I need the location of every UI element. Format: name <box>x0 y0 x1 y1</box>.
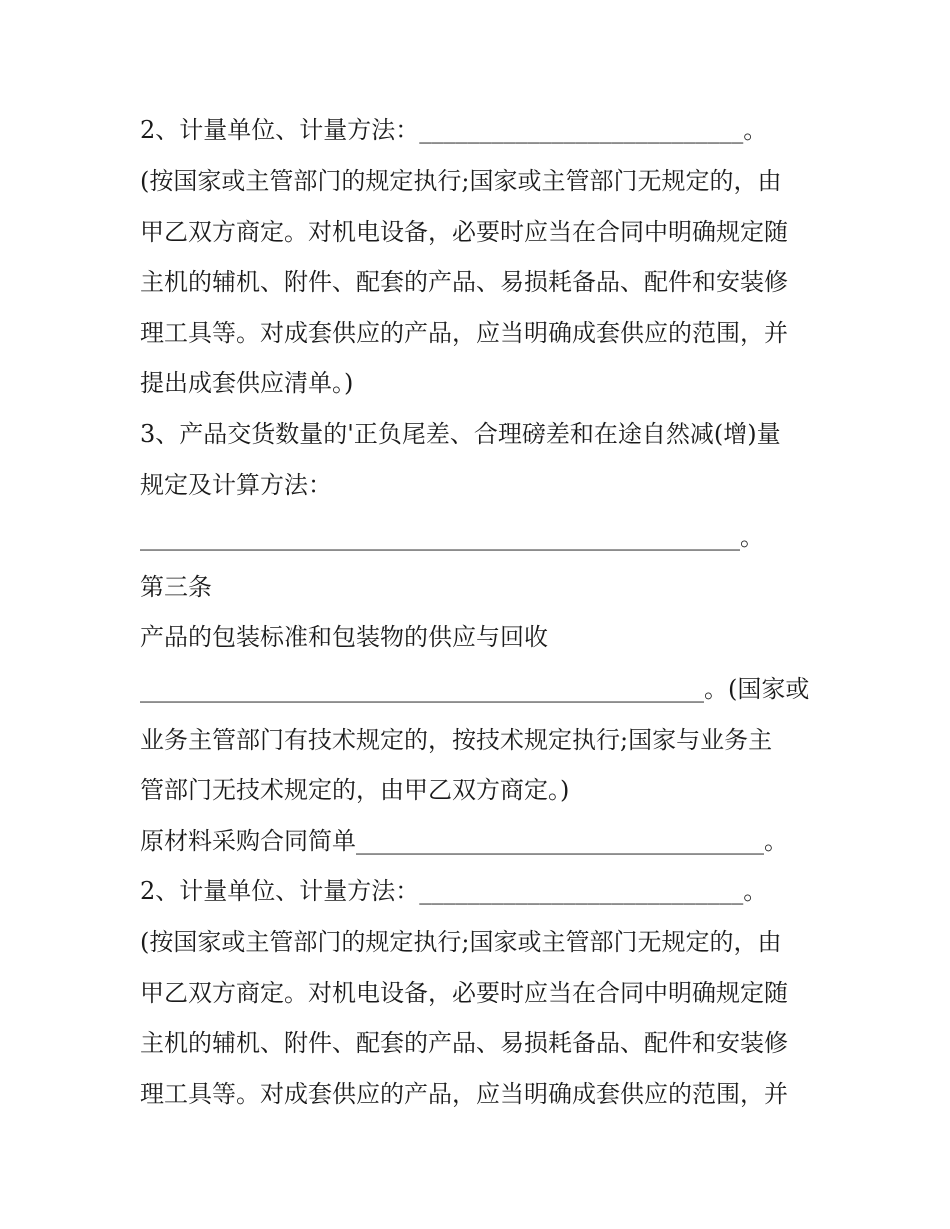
text-line: 产品的包装标准和包装物的供应与回收 <box>140 623 548 651</box>
text-line: 甲乙双方商定。对机电设备，必要时应当在合同中明确规定随 <box>140 218 788 246</box>
text-line: 2、计量单位、计量方法：___________________________。 <box>140 116 768 144</box>
text-line: 理工具等。对成套供应的产品，应当明确成套供应的范围，并 <box>140 319 788 347</box>
text-line: 甲乙双方商定。对机电设备，必要时应当在合同中明确规定随 <box>140 979 788 1007</box>
text-line: (按国家或主管部门的规定执行;国家或主管部门无规定的，由 <box>140 167 782 195</box>
article-heading: 第三条 <box>140 573 212 601</box>
text-line: _______________________________________________。(国家或 <box>140 675 810 703</box>
text-line: 提出成套供应清单。) <box>140 369 354 397</box>
text-line: 理工具等。对成套供应的产品，应当明确成套供应的范围，并 <box>140 1080 788 1108</box>
text-line: 规定及计算方法： <box>140 471 332 499</box>
text-line: 主机的辅机、附件、配套的产品、易损耗备品、配件和安装修 <box>140 1029 788 1057</box>
text-line: 2、计量单位、计量方法：___________________________。 <box>140 877 768 905</box>
blank-line: __________________________________________________。 <box>140 523 764 551</box>
text-line: (按国家或主管部门的规定执行;国家或主管部门无规定的，由 <box>140 928 782 956</box>
text-line: 业务主管部门有技术规定的，按技术规定执行;国家与业务主 <box>140 726 773 754</box>
text-line: 主机的辅机、附件、配套的产品、易损耗备品、配件和安装修 <box>140 268 788 296</box>
text-line: 3、产品交货数量的'正负尾差、合理磅差和在途自然减(增)量 <box>140 420 781 448</box>
text-line: 管部门无技术规定的，由甲乙双方商定。) <box>140 776 570 804</box>
text-line: 原材料采购合同简单__________________________________。 <box>140 827 788 855</box>
